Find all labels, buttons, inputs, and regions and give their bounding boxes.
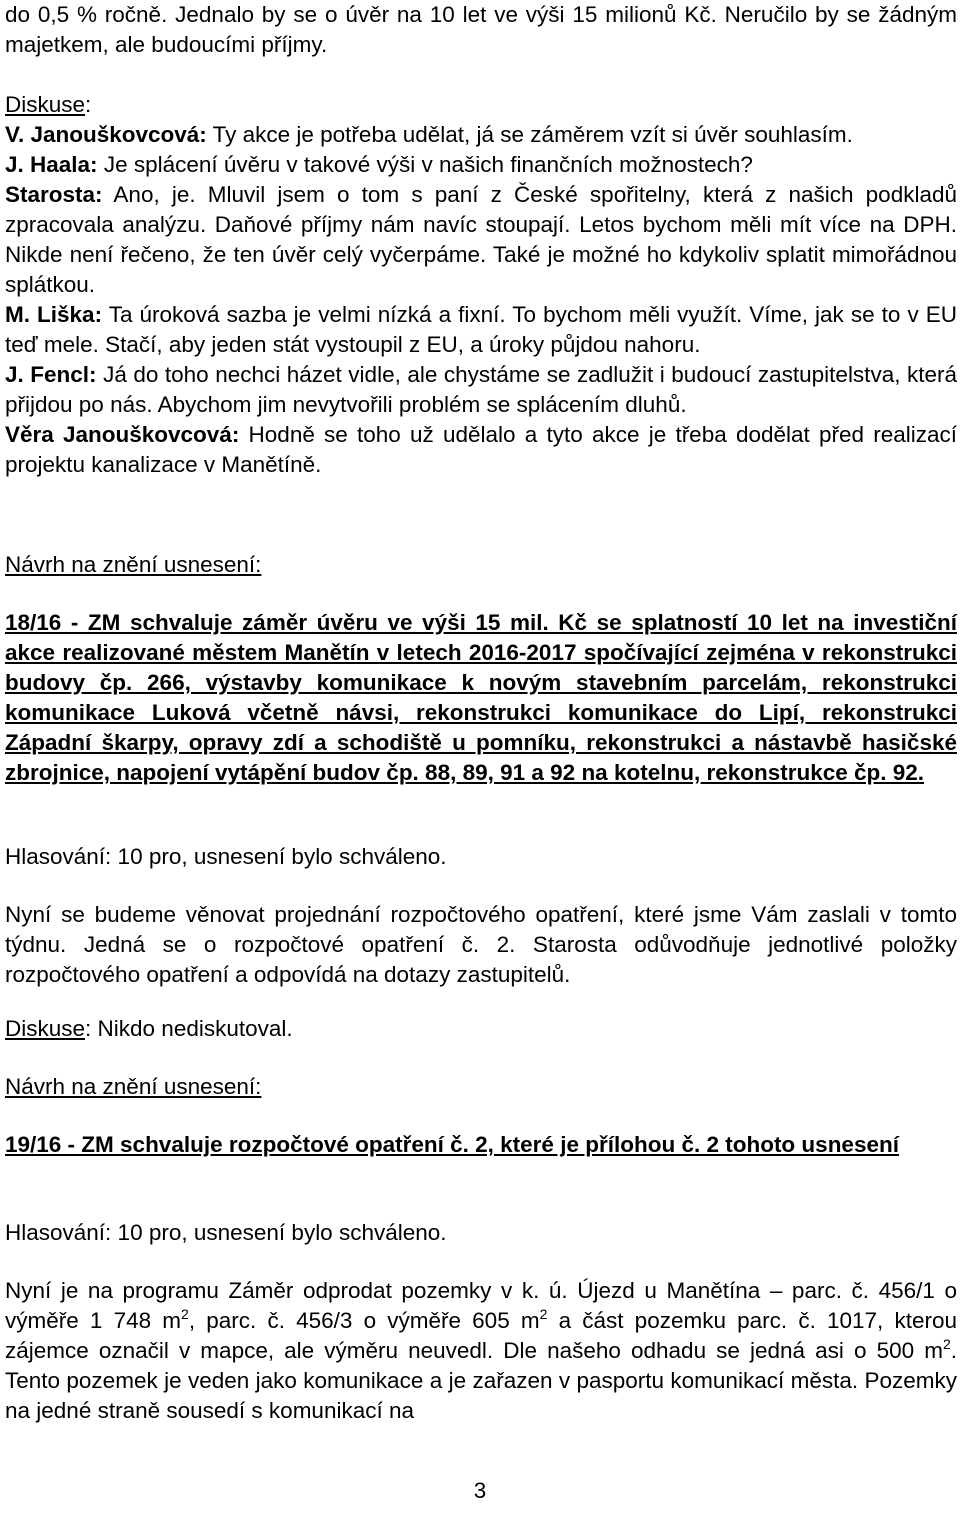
speaker-name: V. Janouškovcová: (5, 122, 207, 147)
page-number: 3 (473, 1478, 487, 1503)
land-text: a část pozemku parc. č. 1017, kterou zájemce označil v mapce, ale výměru neuvedl. Dle našeho odhadu se jedná asi o 500 m (5, 1308, 957, 1363)
land-paragraph (5, 1276, 957, 1426)
vote-result: Hlasování: 10 pro, usnesení bylo schváleno. (5, 844, 447, 869)
superscript: 2 (539, 1306, 548, 1322)
speaker-name: M. Liška: (5, 302, 103, 327)
discussion-colon: : (85, 92, 92, 117)
land-text: Nyní je na programu Záměr odprodat pozemky v k. ú. Újezd u Manětína – parc. č. 456/1 o výměře 1 748 m (5, 1278, 957, 1333)
discussion-label: Diskuse (5, 92, 86, 117)
discussion-label: Diskuse (5, 1016, 86, 1041)
speaker-text: Ano, je. Mluvil jsem o tom s paní z České spořitelny, která z našich podkladů zpracovala analýzu. Daňové příjmy nám navíc stoupají. Letos bychom měli mít více na DPH. Nikde není řečeno, že ten úvěr celý vyčerpáme. Také je možné ho kdykoliv splatit mimořádnou splátkou. (5, 182, 957, 297)
land-text: . Tento pozemek je veden jako komunikace a je zařazen v pasportu komunikací města. Pozemky na jedné straně sousedí s komunikací na (5, 1338, 957, 1423)
speaker-name: Starosta: (5, 182, 103, 207)
discussion-entry (5, 360, 957, 420)
speaker-text: Hodně se toho už udělalo a tyto akce je třeba dodělat před realizací projektu kanalizace v Manětíně. (5, 422, 957, 477)
discussion-entry (5, 120, 957, 150)
speaker-text: Já do toho nechci házet vidle, ale chystáme se zadlužit i budoucí zastupitelstva, která přijdou po nás. Abychom jim nevytvořili problém se splácením dluhů. (5, 362, 957, 417)
discussion-entry (5, 420, 957, 480)
speaker-text: Ty akce je potřeba udělat, já se záměrem vzít si úvěr souhlasím. (206, 122, 853, 147)
superscript: 2 (942, 1336, 951, 1352)
speaker-text: Ta úroková sazba je velmi nízká a fixní. To bychom měli využít. Víme, jak se to v EU teď mele. Stačí, aby jeden stát vystoupil z EU, a úroky půjdou nahoru. (5, 302, 957, 357)
speaker-text: Je splácení úvěru v takové výši v našich finančních možnostech? (97, 152, 753, 177)
speaker-name: Věra Janouškovcová: (5, 422, 240, 447)
discussion-2 (5, 1014, 293, 1044)
intro-paragraph: do 0,5 % ročně. Jednalo by se o úvěr na 10 let ve výši 15 milionů Kč. Neručilo by se žádným majetkem, ale budoucími příjmy. (5, 2, 957, 57)
discussion-entry (5, 180, 957, 300)
resolution-18: 18/16 - ZM schvaluje záměr úvěru ve výši 15 mil. Kč se splatností 10 let na investiční akce realizované městem Manětín v letech 2016-2017 spočívající zejména v rekonstrukci budovy čp. 266, výstavby komunikace k novým stavebním parcelám, rekonstrukci komunikace Luková včetně návsi, rekonstrukci komunikace do Lipí, rekonstrukci Západní škarpy, opravy zdí a schodiště u pomníku, rekonstrukci a nástavbě hasičské zbrojnice, napojení vytápění budov čp. 88, 89, 91 a 92 na kotelnu, rekonstrukce čp. 92. (5, 610, 957, 785)
superscript: 2 (181, 1306, 189, 1322)
discussion-entry (5, 150, 957, 180)
proposal-heading: Návrh na znění usnesení: (5, 1074, 262, 1099)
discussion-entry (5, 300, 957, 360)
speaker-name: J. Fencl: (5, 362, 97, 387)
discussion-heading (5, 90, 957, 120)
resolution-19: 19/16 - ZM schvaluje rozpočtové opatření č. 2, které je přílohou č. 2 tohoto usnesení (5, 1132, 899, 1157)
speaker-name: J. Haala: (5, 152, 98, 177)
discussion-section (5, 90, 957, 480)
budget-paragraph: Nyní se budeme věnovat projednání rozpočtového opatření, které jsme Vám zaslali v tomto týdnu. Jedná se o rozpočtové opatření č. 2. Starosta odůvodňuje jednotlivé položky rozpočtového opatření a odpovídá na dotazy zastupitelů. (5, 902, 957, 987)
land-text: , parc. č. 456/3 o výměře 605 m (188, 1308, 540, 1333)
discussion-text: : Nikdo nediskutoval. (85, 1016, 293, 1041)
proposal-heading: Návrh na znění usnesení: (5, 552, 262, 577)
vote-result: Hlasování: 10 pro, usnesení bylo schváleno. (5, 1220, 447, 1245)
